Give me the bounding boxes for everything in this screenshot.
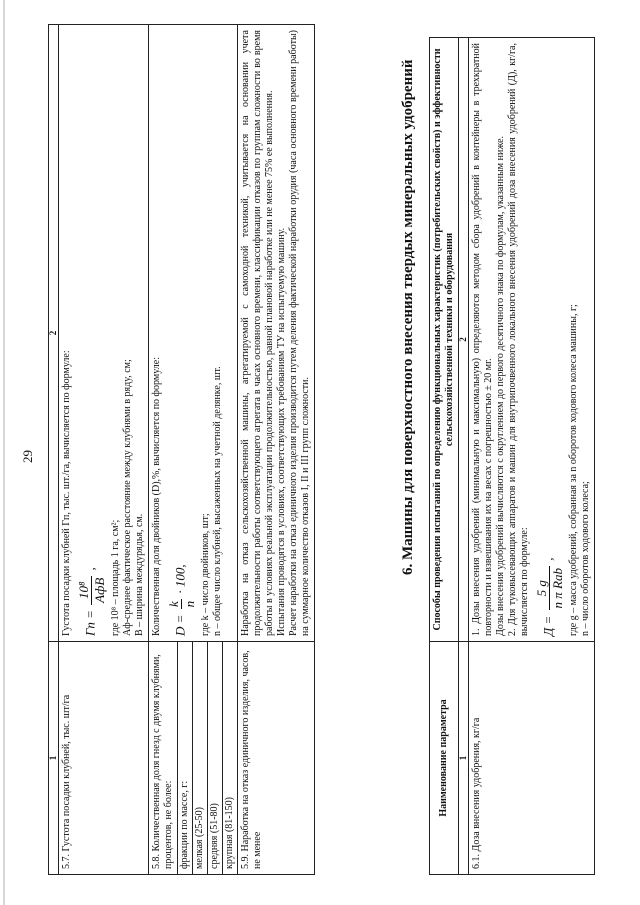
formula-denominator: n π Rab — [550, 567, 565, 609]
formula-doubles-share — [166, 30, 197, 636]
formula-numerator: 5 g — [534, 566, 550, 610]
column-number-2: 2 — [459, 38, 469, 642]
parameter-name: 5.9. Наработка на отказ единичного изделия, часов, не менее — [238, 642, 315, 875]
table-row-5-9 — [238, 25, 315, 875]
column-number-1: 1 — [459, 642, 469, 875]
method-intro: Количественная доля двойников (D),%, вычисляется по формуле: — [151, 357, 162, 636]
parameter-name: 5.8. Количественная доля гнезд с двумя клубнями, процентов, не более: — [149, 642, 178, 875]
formula-fraction — [76, 576, 107, 605]
method-cell — [59, 25, 149, 642]
where-line: Aф-среднее фактическое расстояние между клубнями в ряду, см; — [122, 359, 133, 636]
column-number-row — [459, 38, 469, 875]
where-line: n – общее число клубней, высаженных на учетной делянке, шт. — [212, 366, 223, 636]
fertilizer-machines-table — [429, 37, 595, 875]
formula-denominator: n — [182, 600, 197, 608]
header-row — [430, 38, 459, 875]
where-line: где g – масса удобрений, собранная за n оборотов ходового колеса машины, г; — [568, 304, 579, 636]
formula-numerator: 10⁸ — [76, 576, 92, 605]
subrow-label: крупная (81-150) — [223, 642, 238, 875]
section-title: 6. Машины для поверхностного внесения твердых минеральных удобрений — [400, 59, 416, 575]
where-line: n – число оборотов ходового колеса; — [580, 481, 591, 636]
where-line: где k – число двойников, шт; — [200, 513, 211, 636]
formula-planting-density — [76, 30, 107, 636]
table-row-5-8 — [149, 25, 178, 875]
method-cell — [469, 38, 595, 642]
formula-tail: , — [540, 557, 556, 561]
formula-numerator: k — [166, 599, 182, 610]
method-cell — [238, 25, 315, 642]
formula-lhs: Гп = — [82, 610, 98, 636]
subrow-label: мелкая (25-50) — [193, 642, 208, 875]
parameters-table — [48, 24, 315, 875]
method-paragraph: 1. Дозы внесения удобрений (минимальную и максимальную) определяются методом сбора удобрений в контейнеры в трехкратной повторности и взвешивания их на весах с погрешностью ± 20 мг. — [471, 43, 494, 636]
formula-lhs: Д = — [540, 615, 556, 636]
column-number-row — [49, 25, 59, 875]
formula-fraction — [166, 599, 197, 610]
method-paragraph: Расчет наработки на отказ единичного изделия производится путем деления фактической наработки орудия (часа основного времени работы) на суммарное количество отказов I, II и III групп сложности. — [288, 30, 311, 636]
parameter-name: 6.1. Доза внесения удобрения, кг/га — [469, 642, 595, 875]
subrow-label: средняя (51-80) — [208, 642, 223, 875]
method-paragraph: 2. Для туковысевающих аппаратов и машин для внутрипочвенного локального внесения удобрений доза внесения удобрений (Д), кг/га, вычисляется по формуле: — [507, 43, 530, 636]
subrow-label: фракции по массе, г: — [178, 642, 193, 875]
page-number: 29 — [20, 450, 35, 463]
column-number-1: 1 — [49, 642, 59, 875]
formula-fertilizer-dose — [534, 43, 565, 636]
method-paragraph: Испытания проводятся в условиях, соответствующих требованиям ТУ на испытуемую машину. — [276, 227, 287, 636]
parameter-name: 5.7. Густота посадки клубней, тыс. шт/га — [59, 642, 149, 875]
formula-denominator: AфB — [92, 577, 107, 603]
where-line: B – ширина междурядья, см. — [134, 513, 145, 636]
method-paragraph: Наработка на отказ сельскохозяйственной машины, агрегатируемой с самоходной техникой, учитывается на основании учета продолжительности работы соответствующего агрегата в часах основного времени, классификации отказов по группам сложности во время работы в условиях реальной эксплуатации продолжительностью, равной плановой наработке или не менее 75% ее выполнения. — [240, 30, 275, 636]
formula-lhs: D = — [172, 614, 188, 636]
formula-tail: , — [82, 567, 98, 571]
table-row-5-7 — [59, 25, 149, 875]
method-paragraph: Дозы внесения удобрений вычисляются с округлением до первого десятичного знака по формулам, указанным ниже. — [495, 135, 506, 636]
formula-fraction — [534, 566, 565, 610]
method-cell — [149, 25, 238, 642]
formula-tail: · 100, — [172, 564, 188, 594]
where-line: где 10⁸ – площадь 1 га, см²; — [110, 519, 121, 636]
column-number-2: 2 — [49, 25, 59, 642]
method-intro: Густота посадки клубней Гп, тыс. шт./га, вычисляется по формуле: — [61, 350, 72, 636]
header-parameter-name: Наименование параметра — [430, 642, 459, 875]
header-test-methods: Способы проведения испытаний по определению функциональных характеристик (потребительских свойств) и эффективности сельскохозяйственной техники и оборудования — [430, 38, 459, 642]
table-row-6-1 — [469, 38, 595, 875]
